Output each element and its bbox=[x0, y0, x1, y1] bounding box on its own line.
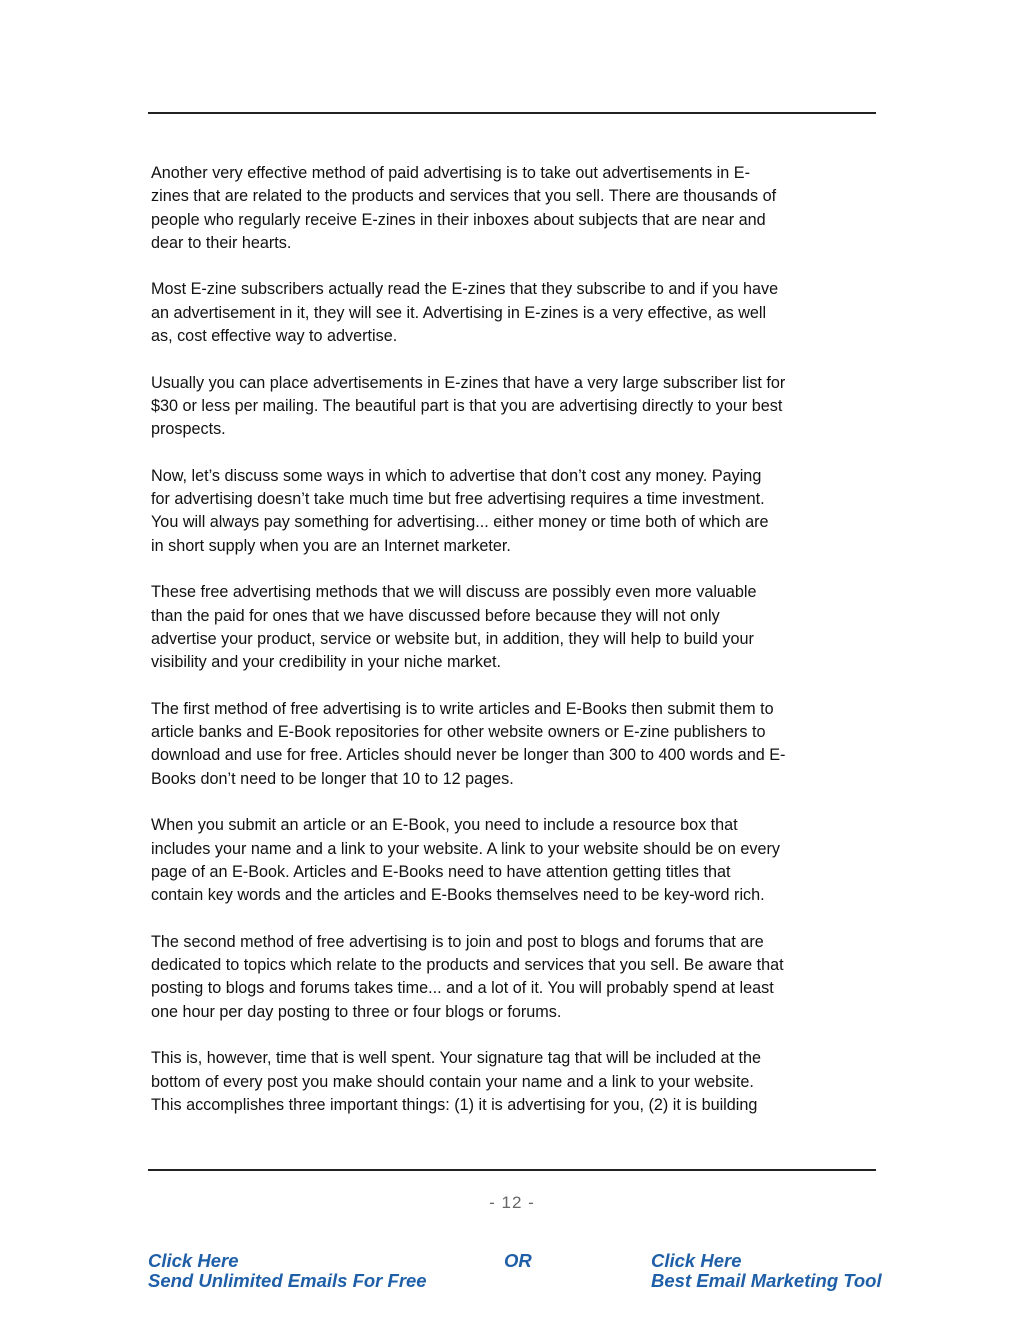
text-line: Usually you can place advertisements in E-zines that have a very large subscriber list for bbox=[151, 373, 786, 392]
link-label: Send Unlimited Emails For Free bbox=[148, 1270, 427, 1291]
text-line: posting to blogs and forums takes time... and a lot of it. You will probably spend at least bbox=[151, 979, 774, 998]
paragraph bbox=[151, 372, 881, 442]
page-body bbox=[151, 162, 881, 1117]
text-line: than the paid for ones that we have discussed before because they will not only bbox=[151, 606, 720, 625]
text-line: download and use for free. Articles should never be longer than 300 to 400 words and E- bbox=[151, 746, 786, 765]
text-line: Now, let’s discuss some ways in which to advertise that don’t cost any money. Paying bbox=[151, 466, 762, 485]
paragraph bbox=[151, 581, 881, 674]
text-line: These free advertising methods that we will discuss are possibly even more valuable bbox=[151, 583, 757, 602]
best-email-marketing-link[interactable] bbox=[651, 1251, 882, 1291]
text-line: dear to their hearts. bbox=[151, 233, 292, 252]
or-separator: OR bbox=[504, 1250, 532, 1271]
footer-rule bbox=[148, 1169, 876, 1171]
text-line: includes your name and a link to your website. A link to your website should be on every bbox=[151, 839, 780, 858]
text-line: Another very effective method of paid advertising is to take out advertisements in E- bbox=[151, 164, 750, 182]
text-line: visibility and your credibility in your niche market. bbox=[151, 653, 501, 672]
text-line: $30 or less per mailing. The beautiful part is that you are advertising directly to your best bbox=[151, 396, 783, 415]
text-line: This is, however, time that is well spent. Your signature tag that will be included at the bbox=[151, 1049, 762, 1068]
text-line: contain key words and the articles and E-Books themselves need to be key-word rich. bbox=[151, 886, 765, 905]
paragraph bbox=[151, 1047, 881, 1117]
text-line: The second method of free advertising is to join and post to blogs and forums that are bbox=[151, 932, 764, 951]
text-line: bottom of every post you make should contain your name and a link to your website. bbox=[151, 1072, 754, 1091]
text-line: as, cost effective way to advertise. bbox=[151, 327, 398, 346]
text-line: You will always pay something for advertising... either money or time both of which are bbox=[151, 513, 769, 532]
text-line: one hour per day posting to three or four blogs or forums. bbox=[151, 1002, 562, 1021]
text-line: page of an E-Book. Articles and E-Books need to have attention getting titles that bbox=[151, 862, 731, 881]
text-line: prospects. bbox=[151, 420, 226, 439]
text-line: When you submit an article or an E-Book, you need to include a resource box that bbox=[151, 816, 738, 835]
paragraph bbox=[151, 698, 881, 791]
paragraph bbox=[151, 278, 881, 348]
text-line: Most E-zine subscribers actually read the E-zines that they subscribe to and if you have bbox=[151, 280, 779, 299]
link-label: Click Here bbox=[651, 1250, 742, 1271]
header-rule bbox=[148, 112, 876, 114]
text-line: advertise your product, service or website but, in addition, they will help to build your bbox=[151, 629, 754, 648]
text-line: Books don’t need to be longer that 10 to 12 pages. bbox=[151, 769, 514, 788]
text-line: article banks and E-Book repositories for other website owners or E-zine publishers to bbox=[151, 723, 766, 742]
text-line: zines that are related to the products and services that you sell. There are thousands of bbox=[151, 187, 777, 206]
text-line: in short supply when you are an Internet marketer. bbox=[151, 536, 511, 555]
paragraph bbox=[151, 465, 881, 558]
text-line: people who regularly receive E-zines in their inboxes about subjects that are near and bbox=[151, 210, 766, 229]
paragraph bbox=[151, 814, 881, 907]
link-label: Best Email Marketing Tool bbox=[651, 1270, 882, 1291]
paragraph bbox=[151, 162, 881, 255]
link-label: Click Here bbox=[148, 1250, 239, 1271]
page-number: - 12 - bbox=[489, 1193, 535, 1212]
text-line: dedicated to topics which relate to the products and services that you sell. Be aware that bbox=[151, 956, 784, 975]
send-unlimited-emails-link[interactable] bbox=[148, 1251, 427, 1291]
text-line: The first method of free advertising is to write articles and E-Books then submit them to bbox=[151, 699, 774, 718]
text-line: This accomplishes three important things: (1) it is advertising for you, (2) it is building bbox=[151, 1095, 758, 1114]
text-line: an advertisement in it, they will see it. Advertising in E-zines is a very effective, as well bbox=[151, 303, 767, 322]
text-line: for advertising doesn’t take much time but free advertising requires a time investment. bbox=[151, 490, 765, 509]
paragraph bbox=[151, 931, 881, 1024]
